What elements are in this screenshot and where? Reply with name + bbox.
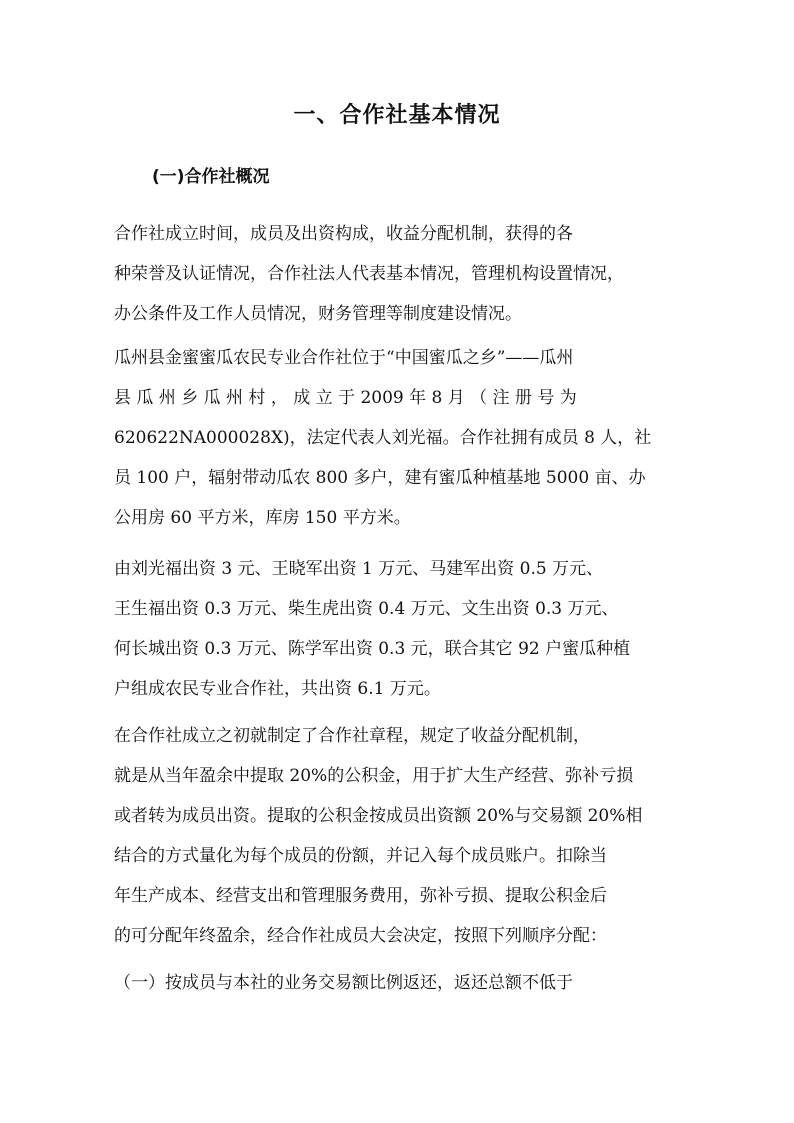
paragraph-profit-distribution: 在合作社成立之初就制定了合作社章程，规定了收益分配机制， 就是从当年盈余中提取 20%的公积金，用于扩大生产经营、弥补亏损 或者转为成员出资。提取的公积金按成员出资额 20%与交易额 20%相 结合的方式量化为每个成员的份额，并记入每个成员账户。扣除当 年生产成本、经营支出和管理服务费用，弥补亏损、提取公积金后 的可分配年终盈余，经合作社成员大会决定，按照下列顺序分配： <box>114 726 643 946</box>
paragraph-distribution-item-1: （一）按成员与本社的业务交易额比例返还，返还总额不低于 <box>114 973 573 993</box>
paragraph-cooperative-location: 瓜州县金蜜蜜瓜农民专业合作社位于“中国蜜瓜之乡”——瓜州 县 瓜 州 乡 瓜 州 村 ， 成 立 于 2009 年 8 月 （ 注 册 号 为 620622NA000028X)，法定代表人刘光福。合作社拥有成员 8 人，社 员 100 户，辐射带动瓜农 800 多户，建有蜜瓜种植基地 5000 亩、办 公用房 60 平方米，库房 150 平方米。 <box>114 348 652 528</box>
section-heading: (一)合作社概况 <box>152 167 270 187</box>
page-title: 一、合作社基本情况 <box>293 103 501 128</box>
paragraph-member-investments: 由刘光福出资 3 元、王晓军出资 1 万元、马建军出资 0.5 万元、 王生福出资 0.3 万元、柴生虎出资 0.4 万元、文生出资 0.3 万元、 何长城出资 0.3 万元、陈学军出资 0.3 元，联合其它 92 户蜜瓜种植 户组成农民专业合作社，共出资 6.1 万元。 <box>114 559 631 699</box>
paragraph-overview-description: 合作社成立时间，成员及出资构成，收益分配机制，获得的各 种荣誉及认证情况，合作社法人代表基本情况，管理机构设置情况， 办公条件及工作人员情况，财务管理等制度建设情况。 <box>114 224 624 324</box>
